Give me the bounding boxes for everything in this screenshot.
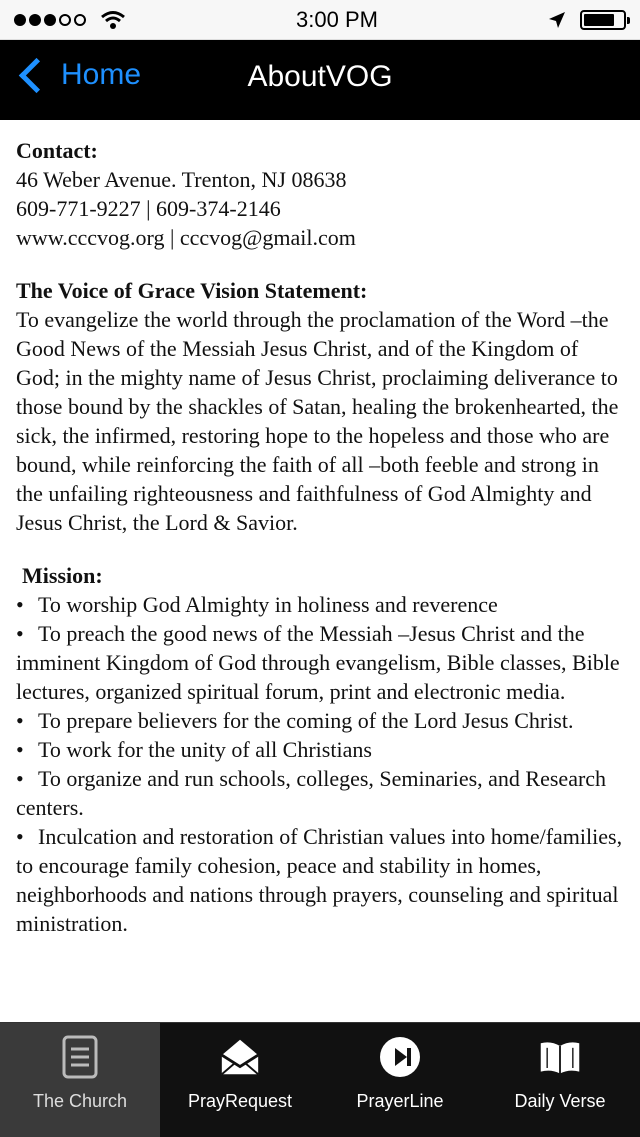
tab-label: Daily Verse: [514, 1091, 606, 1111]
contact-phones: 609-771-9227 | 609-374-2146: [16, 196, 281, 221]
book-icon: [538, 1035, 582, 1079]
navigation-bar: [0, 40, 640, 120]
page-title: AboutVOG: [247, 60, 393, 93]
tab-daily-verse[interactable]: [480, 1023, 640, 1137]
mission-section: [16, 561, 624, 938]
envelope-icon: [218, 1035, 262, 1079]
vision-section: [16, 276, 624, 537]
back-button-label: Home: [61, 58, 142, 91]
mission-heading: Mission:: [22, 563, 103, 588]
mission-item: • To preach the good news of the Messiah –Jesus Christ and the imminent Kingdom of God through evangelism, Bible classes, Bible lectures, organized spiritual forum, print and electronic media.: [16, 619, 624, 706]
mission-item: • To worship God Almighty in holiness and reverence: [16, 590, 624, 619]
tab-label: PrayRequest: [187, 1091, 293, 1111]
status-bar: [0, 0, 640, 40]
contact-web-email: www.cccvog.org | cccvog@gmail.com: [16, 225, 356, 250]
about-content[interactable]: [0, 120, 640, 1022]
document-icon: [58, 1035, 102, 1079]
contact-heading: Contact:: [16, 138, 98, 163]
location-arrow-icon: [548, 11, 566, 29]
play-circle-icon: [378, 1035, 422, 1079]
tab-prayer-line[interactable]: [320, 1023, 480, 1137]
vision-text: To evangelize the world through the proclamation of the Word –the Good News of the Messiah Jesus Christ, and of the Kingdom of God; in the mighty name of Jesus Christ, proclaiming deliverance to those bound by the shackles of Satan, healing the brokenhearted, the sick, the infirmed, restoring hope to the hopeless and those who are bound, while reinforcing the faith of all –both feeble and strong in the unfailing righteousness and faithfulness of God Almighty and Jesus Christ, the Lord & Savior.: [16, 307, 619, 535]
tab-label: PrayerLine: [356, 1091, 444, 1111]
status-time: 3:00 PM: [296, 6, 378, 32]
battery-icon: [580, 10, 626, 30]
mission-item: • To organize and run schools, colleges, Seminaries, and Research centers.: [16, 764, 624, 822]
contact-address: 46 Weber Avenue. Trenton, NJ 08638: [16, 167, 347, 192]
mission-item: • To work for the unity of all Christians: [16, 735, 624, 764]
mission-item: • Inculcation and restoration of Christian values into home/families, to encourage family cohesion, peace and stability in homes, neighborhoods and nations through prayers, counseling and spiritual ministration.: [16, 822, 624, 938]
wifi-icon: [100, 10, 126, 30]
vision-heading: The Voice of Grace Vision Statement:: [16, 278, 368, 303]
tab-pray-request[interactable]: [160, 1023, 320, 1137]
signal-strength-icon: [14, 14, 86, 26]
contact-section: [16, 136, 624, 252]
tab-label: The Church: [32, 1091, 128, 1111]
tab-the-church[interactable]: [0, 1023, 160, 1137]
tab-bar: [0, 1022, 640, 1137]
mission-item: • To prepare believers for the coming of the Lord Jesus Christ.: [16, 706, 624, 735]
